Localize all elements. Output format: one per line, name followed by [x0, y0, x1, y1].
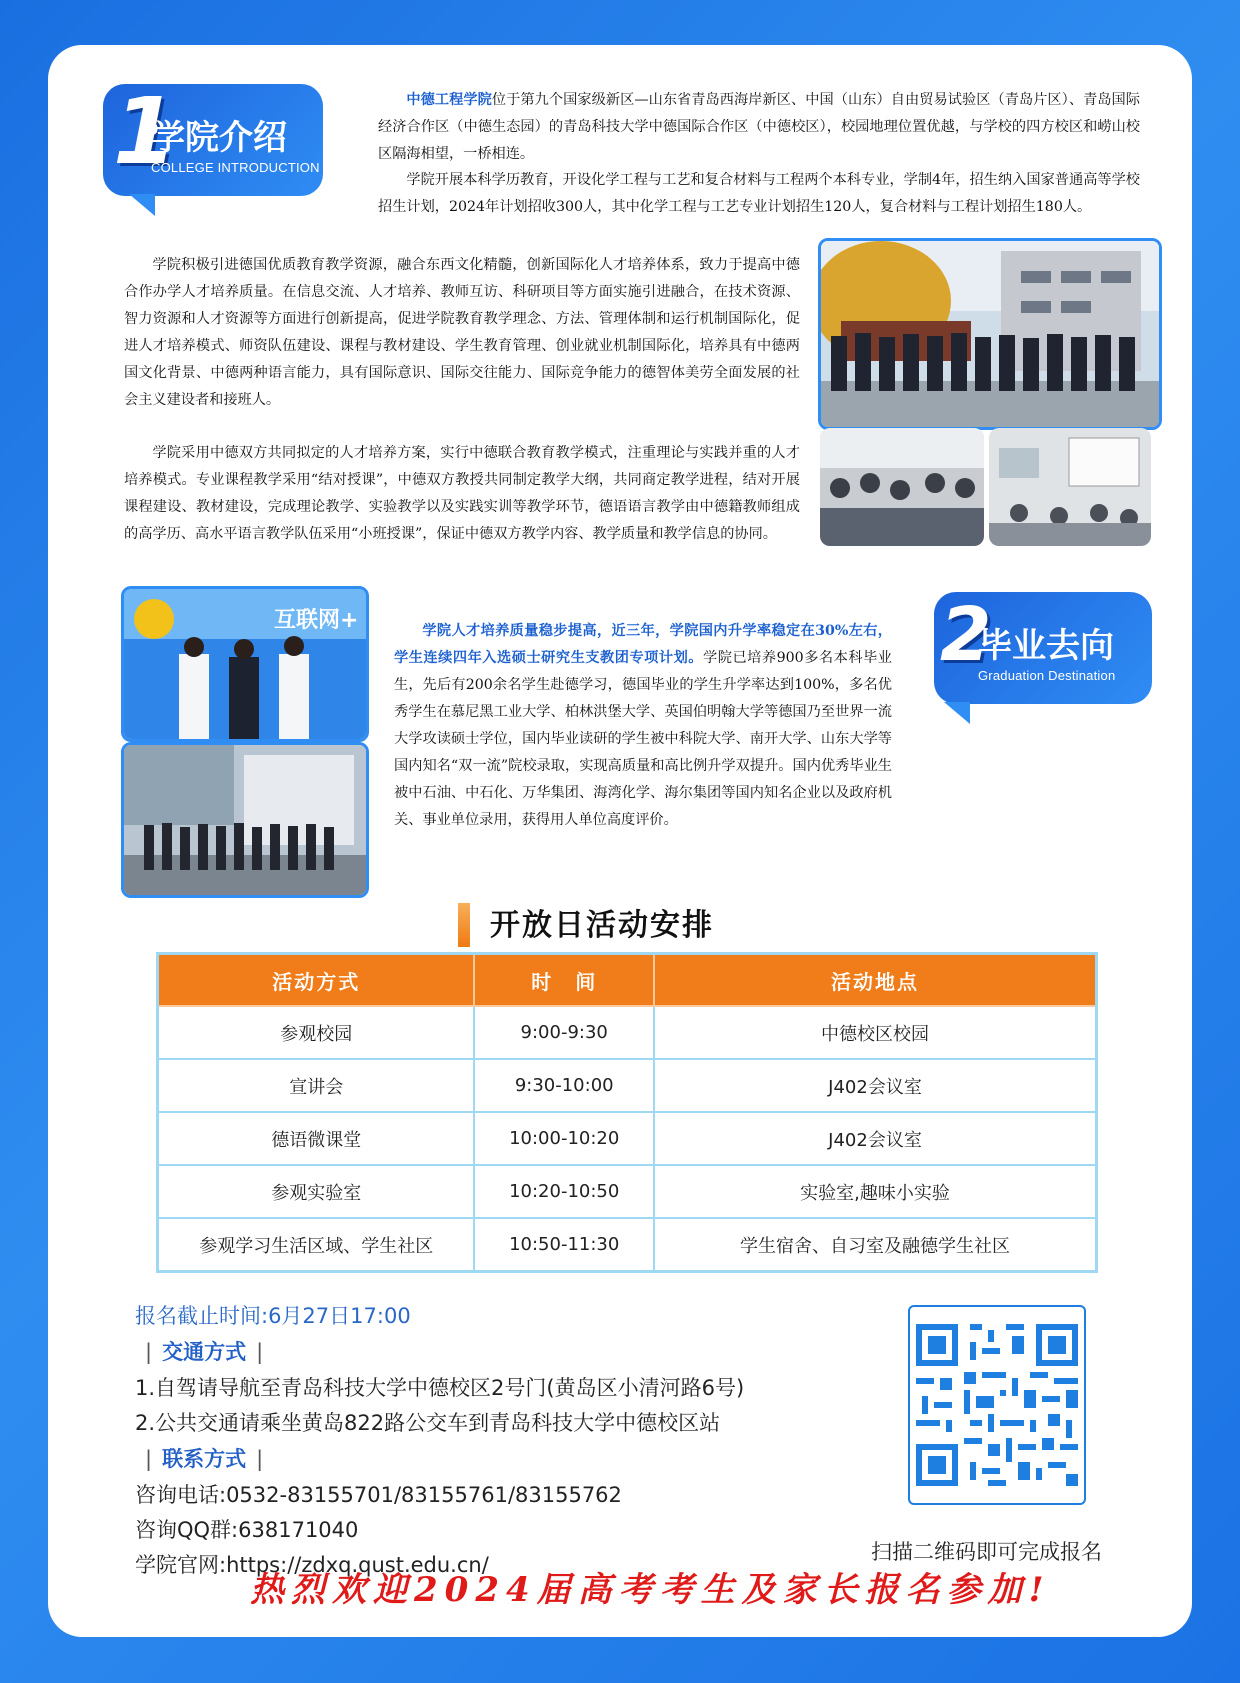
table-row [158, 1059, 1097, 1112]
cell-location: 实验室,趣味小实验 [654, 1165, 1097, 1218]
table-row [158, 1165, 1097, 1218]
welcome-banner: 热烈欢迎2024届高考考生及家长报名参加! [250, 1570, 1051, 1610]
table-row [158, 1006, 1097, 1059]
cell-activity: 参观学习生活区域、学生社区 [158, 1218, 475, 1272]
cell-location: 中德校区校园 [654, 1006, 1097, 1059]
section2-paragraph-a [394, 618, 892, 834]
cell-time: 10:00-10:20 [474, 1112, 654, 1165]
classroom-photo-1 [820, 428, 984, 546]
germany-group-photo [121, 742, 369, 898]
cell-time: 10:20-10:50 [474, 1165, 654, 1218]
schedule-title-bar [458, 903, 470, 947]
registration-qr-code[interactable] [908, 1305, 1086, 1505]
schedule-table [156, 952, 1098, 1273]
section1-subtitle: COLLEGE INTRODUCTION [151, 160, 320, 175]
header-location: 活动地点 [654, 954, 1097, 1007]
graduation-highlight: 学院人才培养质量稳步提高，近三年，学院国内升学率稳定在30%左右，学生连续四年入选硕士研究生支教团专项计划。 [394, 623, 892, 666]
college-name: 中德工程学院 [406, 92, 492, 108]
contact-qq-group: 咨询QQ群:638171040 [135, 1518, 359, 1542]
cell-location: J402会议室 [654, 1112, 1097, 1165]
classroom-photo-2 [989, 428, 1151, 546]
header-activity: 活动方式 [158, 954, 475, 1007]
transport-heading: | 交通方式 | [145, 1340, 264, 1364]
section2-subtitle: Graduation Destination [978, 668, 1116, 683]
cell-activity: 宣讲会 [158, 1059, 475, 1112]
graduation-text: 学院已培养900多名本科毕业生，先后有200余名学生赴德学习，德国毕业的学生升学率达到100%，多名优秀学生在慕尼黑工业大学、柏林洪堡大学、英国伯明翰大学等德国乃至世界一流大学攻读硕士学位，国内毕业读研的学生被中科院大学、南开大学、山东大学等国内知名“双一流”院校录取，实现高质量和高比例升学双提升。国内优秀毕业生被中石油、中石化、万华集团、海湾化学、海尔集团等国内知名企业以及政府机关、事业单位录用，获得用人单位高度评价。 [394, 650, 892, 828]
transport-bus: 2.公共交通请乘坐黄岛822路公交车到青岛科技大学中德校区站 [135, 1411, 721, 1435]
registration-deadline: 报名截止时间:6月27日17:00 [135, 1304, 411, 1328]
section1-badge [103, 78, 323, 196]
header-time: 时 间 [474, 954, 654, 1007]
cell-time: 10:50-11:30 [474, 1218, 654, 1272]
cell-activity: 德语微课堂 [158, 1112, 475, 1165]
cell-location: J402会议室 [654, 1059, 1097, 1112]
table-row [158, 1218, 1097, 1272]
table-header-row [158, 954, 1097, 1007]
contact-phone: 咨询电话:0532-83155701/83155761/83155762 [135, 1483, 622, 1507]
cell-time: 9:30-10:00 [474, 1059, 654, 1112]
section2-badge [934, 592, 1152, 704]
transport-driving: 1.自驾请导航至青岛科技大学中德校区2号门(黄岛区小清河路6号) [135, 1376, 745, 1400]
schedule-title: 开放日活动安排 [490, 908, 714, 943]
cell-activity: 参观校园 [158, 1006, 475, 1059]
poster-text: 互联网+ [274, 608, 359, 633]
contact-heading: | 联系方式 | [145, 1447, 264, 1471]
cell-activity: 参观实验室 [158, 1165, 475, 1218]
section2-number: 2 [940, 592, 992, 678]
qr-caption: 扫描二维码即可完成报名 [871, 1540, 1102, 1564]
section1-paragraph-3: 学院积极引进德国优质教育教学资源，融合东西文化精髓，创新国际化人才培养体系，致力于提高中德合作办学人才培养质量。在信息交流、人才培养、教师互访、科研项目等方面实施引进融合，在技术资源、智力资源和人才资源等方面进行创新提高，促进学院教育教学理念、方法、管理体制和运行机制国际化，促进人才培养模式、师资队伍建设、课程与教材建设、学生教育管理、创业就业机制国际化，培养具有中德两国文化背景、中德两种语言能力，具有国际意识、国际交往能力、国际竞争能力的德智体美劳全面发展的社会主义建设者和接班人。 [124, 257, 800, 408]
section1-title: 学院介绍 [151, 118, 287, 158]
section1-paragraph-1: 中德工程学院位于第九个国家级新区—山东省青岛西海岸新区、中国（山东）自由贸易试验区（青岛片区）、青岛国际经济合作区（中德生态园）的青岛科技大学中德国际合作区（中德校区），校园地理位置优越，与学校的四方校区和崂山校区隔海相望，一桥相连。 [378, 92, 1140, 162]
college-website-link[interactable]: 学院官网:https://zdxq.qust.edu.cn/ [135, 1553, 489, 1577]
section1-paragraph-4: 学院采用中德双方共同拟定的人才培养方案，实行中德联合教育教学模式，注重理论与实践并重的人才培养模式。专业课程教学采用“结对授课”，中德双方教授共同制定教学大纲，共同商定教学进程，结对开展课程建设、教材建设，完成理论教学、实验教学以及实践实训等教学环节，德语语言教学由中德籍教师组成的高学历、高水平语言教学队伍采用“小班授课”，保证中德双方教学内容、教学质量和教学信息的协同。 [124, 445, 800, 542]
section2-title: 毕业去向 [978, 626, 1114, 666]
section1-paragraph-2: 学院开展本科学历教育，开设化学工程与工艺和复合材料与工程两个本科专业，学制4年，招生纳入国家普通高等学校招生计划，2024年计划招收300人，其中化学工程与工艺专业计划招生120人，复合材料与工程计划招生180人。 [378, 172, 1140, 215]
campus-group-photo [818, 238, 1162, 430]
cell-location: 学生宿舍、自习室及融德学生社区 [654, 1218, 1097, 1272]
table-row [158, 1112, 1097, 1165]
cell-time: 9:00-9:30 [474, 1006, 654, 1059]
competition-photo [121, 586, 369, 742]
section1-number: 1 [113, 78, 178, 185]
